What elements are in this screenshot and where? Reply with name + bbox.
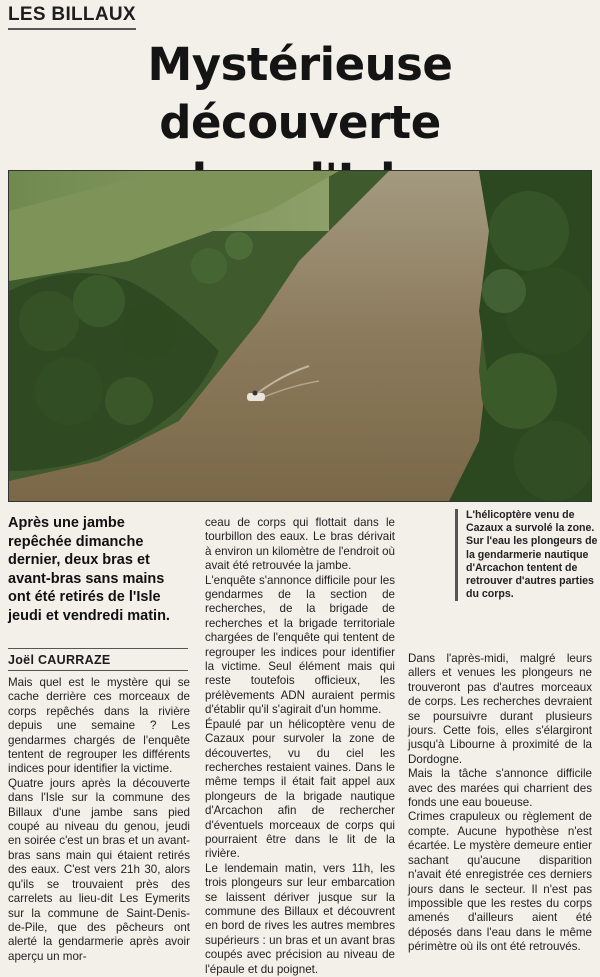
article-column-1 bbox=[8, 676, 190, 964]
article-column-2 bbox=[205, 516, 395, 977]
paragraph: ceau de corps qui flottait dans le tourbillon des eaux. Le bras dérivait à environ un kilomètre de l'endroit où avait été retrouvée la jambe. bbox=[205, 516, 395, 573]
paragraph: Le lendemain matin, vers 11h, les trois plongeurs sur leur embarcation se laissent dériver jusque sur la commune des Billaux et découvrent en bord de rives les autres membres supérieurs : un bras et un avant bras coupés avec précision au niveau de l'épaule et du poignet. bbox=[205, 861, 395, 976]
article-byline: Joël CAURRAZE bbox=[8, 653, 111, 667]
river-photo-illustration bbox=[9, 171, 591, 501]
photo-caption: L'hélicoptère venu de Cazaux a survolé la zone. Sur l'eau les plongeurs de la gendarmerie nautique d'Arcachon tentent de retrouver d'autres parties du corps. bbox=[455, 509, 600, 601]
paragraph: Mais la tâche s'annonce difficile avec des marées qui charrient des fonds une eau boueuse. bbox=[408, 767, 592, 810]
article-column-3 bbox=[408, 652, 592, 955]
paragraph: Épaulé par un hélicoptère venu de Cazaux pour survoler la zone de découvertes, vu du ciel les recherches restaient vaines. Dans le même temps il était fait appel aux plongeurs de la brigade nautique d'Arcachon afin de rechercher d'éventuels morceaux de corps qui pourraient être dans le lit de la rivière. bbox=[205, 717, 395, 861]
aerial-river-photo bbox=[8, 170, 592, 502]
article-lede: Après une jambe repêchée dimanche dernier, deux bras et avant-bras sans mains ont été retirés de l'Isle jeudi et vendredi matin. bbox=[8, 515, 170, 624]
paragraph: Mais quel est le mystère qui se cache derrière ces morceaux de corps repêchés dans la rivière depuis une semaine ? Les gendarmes chargés de l'enquête tentent de regrouper les différents indices pour identifier la victime. bbox=[8, 676, 190, 776]
paragraph: Quatre jours après la découverte dans l'Isle sur la commune des Billaux d'une jambe sans pied coupé au niveau du genou, jeudi en soirée c'est un bras et un avant-bras sans main qui étaient retirés des eaux. C'est vers 21h 30, alors qu'ils se trouvaient près des carrelets au lieu-dit Les Eymerits sur la commune de Saint-Denis-de-Pile, que des pêcheurs ont alerté la gendarmerie après avoir aperçu un mor- bbox=[8, 776, 190, 963]
paragraph: Crimes crapuleux ou règlement de compte. Aucune hypothèse n'est écartée. Le mystère demeure entier sachant qu'aucune disparition n'avait été enregistrée ces derniers jours dans le secteur. Il n'est pas impossible que les restes du corps amenés d'ailleurs aient été déposés dans l'eau dans le même périmètre où ils ont été retrouvés. bbox=[408, 810, 592, 954]
section-rubric: LES BILLAUX bbox=[8, 4, 136, 25]
byline-rule-top bbox=[8, 648, 188, 649]
paragraph: L'enquête s'annonce difficile pour les gendarmes de la section de recherches, de la brigade de recherches et la brigade territoriale chargées de l'enquête qui tentent de regrouper les indices pour identifier la victime. Seul élément mais qui reste toutefois officieux, les prélèvements ADN auraient permis d'établir qu'il s'agirait d'un homme. bbox=[205, 573, 395, 717]
paragraph: Dans l'après-midi, malgré leurs allers et venues les plongeurs ne trouveront pas d'autres morceaux de corps. Les recherches devraient se poursuivre durant plusieurs jours. Cette fois, elles s'élargiront jusqu'à Libourne à proximité de la Dordogne. bbox=[408, 652, 592, 766]
byline-rule-bottom bbox=[8, 670, 188, 671]
headline-line-1: Mystérieuse découverte bbox=[147, 38, 453, 149]
rubric-underline bbox=[8, 28, 136, 30]
